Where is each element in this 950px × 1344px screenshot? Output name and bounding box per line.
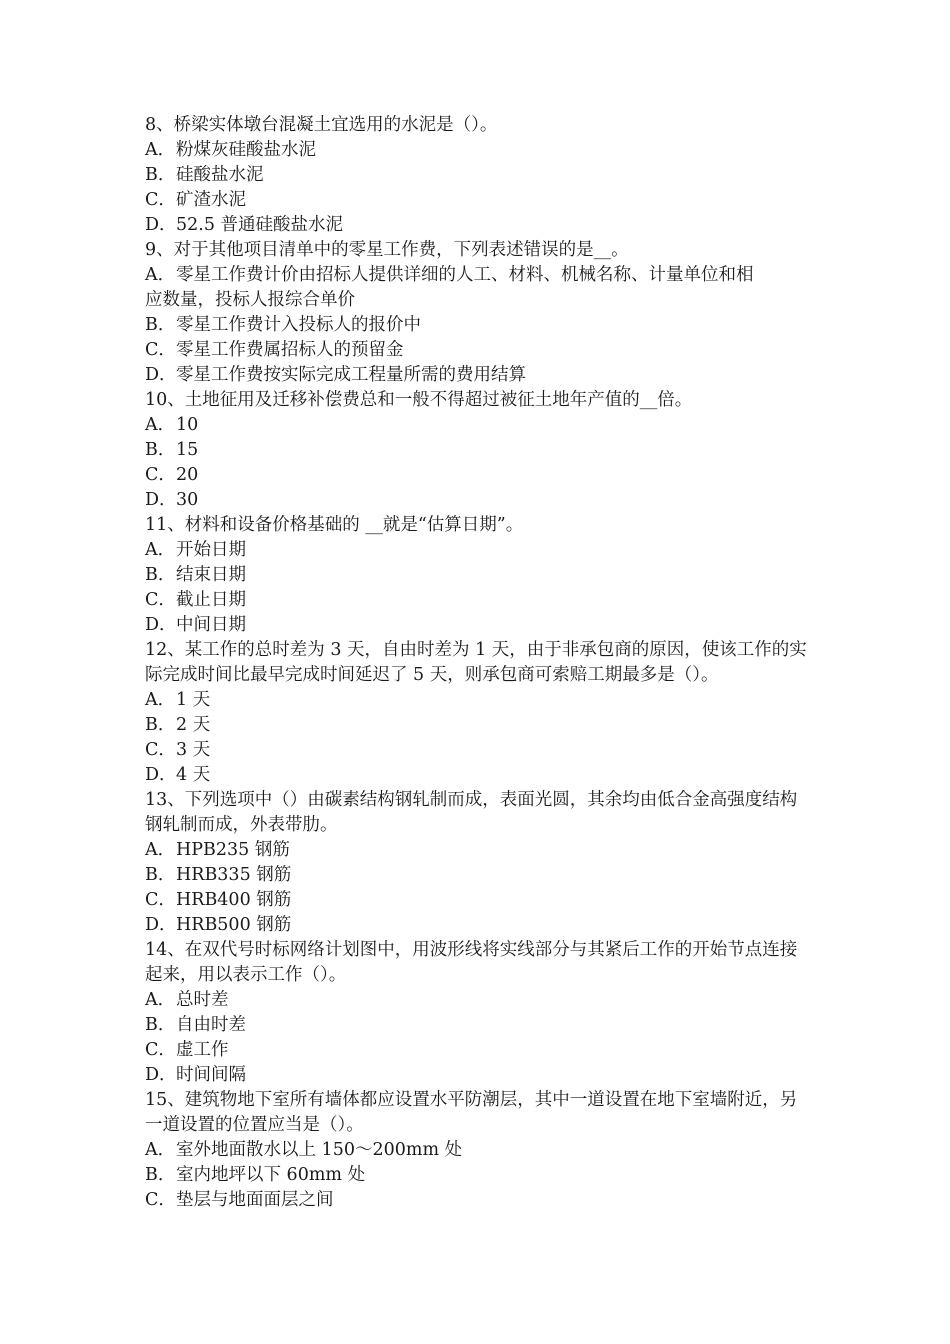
option-text: 零星工作费按实际完成工程量所需的费用结算: [176, 365, 526, 385]
option-text: 虚工作: [176, 1040, 229, 1060]
option-text: 52.5 普通硅酸盐水泥: [176, 215, 344, 235]
option-letter: C．: [145, 890, 176, 910]
option-b: [145, 563, 810, 588]
option-letter: D．: [145, 365, 177, 385]
option-text: 20: [176, 465, 199, 485]
question-13: [145, 788, 810, 938]
option-b: [145, 863, 810, 888]
option-text: 2 天: [176, 715, 211, 735]
option-a: [145, 538, 810, 563]
question-stem: 12、某工作的总时差为 3 天，自由时差为 1 天，由于非承包商的原因，使该工作的实际完成时间比最早完成时间延迟了 5 天，则承包商可索赔工期最多是（）。: [145, 640, 807, 685]
option-letter: B．: [145, 1165, 176, 1185]
option-a: [145, 838, 810, 863]
option-d: [145, 1063, 810, 1088]
option-b: [145, 1013, 810, 1038]
option-text: 总时差: [176, 990, 229, 1010]
option-text: HPB235 钢筋: [176, 840, 290, 860]
question-stem: 10、土地征用及迁移补偿费总和一般不得超过被征土地年产值的__倍。: [145, 390, 693, 410]
option-b: [145, 438, 810, 463]
option-text: 30: [176, 490, 199, 510]
option-letter: D．: [145, 615, 177, 635]
option-c: [145, 1038, 810, 1063]
option-text: HRB500 钢筋: [176, 915, 292, 935]
option-d: [145, 613, 810, 638]
option-text: 截止日期: [176, 590, 246, 610]
option-letter: A．: [145, 1140, 176, 1160]
option-text: 零星工作费计入投标人的报价中: [176, 315, 421, 335]
question-9: [145, 238, 810, 388]
option-letter: D．: [145, 490, 177, 510]
option-text: 粉煤灰硅酸盐水泥: [176, 140, 316, 160]
option-d: [145, 488, 810, 513]
option-text: 结束日期: [176, 565, 246, 585]
question-8: [145, 113, 810, 238]
option-text: 时间间隔: [176, 1065, 246, 1085]
option-letter: C．: [145, 340, 176, 360]
option-c: [145, 888, 810, 913]
option-letter: C．: [145, 1040, 176, 1060]
option-a-continuation: 应数量，投标人报综合单价: [145, 290, 355, 310]
question-stem: 14、在双代号时标网络计划图中，用波形线将实线部分与其紧后工作的开始节点连接起来，用以表示工作（）。: [145, 940, 798, 985]
option-letter: A．: [145, 265, 176, 285]
option-c: [145, 188, 810, 213]
option-letter: B．: [145, 315, 176, 335]
option-text: 10: [176, 415, 199, 435]
option-a: [145, 988, 810, 1013]
option-text: 矿渣水泥: [176, 190, 246, 210]
option-text: 室内地坪以下 60mm 处: [176, 1165, 366, 1185]
option-text: 垫层与地面面层之间: [176, 1190, 334, 1210]
option-text: 开始日期: [176, 540, 246, 560]
option-b: [145, 713, 810, 738]
option-text: 1 天: [176, 690, 211, 710]
option-a: [145, 1138, 810, 1163]
option-text: 自由时差: [176, 1015, 246, 1035]
option-letter: B．: [145, 165, 176, 185]
option-text: 零星工作费属招标人的预留金: [176, 340, 404, 360]
option-text: 零星工作费计价由招标人提供详细的人工、材料、机械名称、计量单位和相: [176, 265, 754, 285]
option-a: [145, 413, 810, 438]
option-text: 3 天: [176, 740, 211, 760]
question-stem: 13、下列选项中（）由碳素结构钢轧制而成，表面光圆，其余均由低合金高强度结构钢轧制而成，外表带肋。: [145, 790, 798, 835]
question-stem: 9、对于其他项目清单中的零星工作费，下列表述错误的是__。: [145, 240, 629, 260]
option-text: 15: [176, 440, 199, 460]
question-stem: 11、材料和设备价格基础的 __就是“估算日期”。: [145, 515, 524, 535]
option-letter: A．: [145, 415, 176, 435]
option-letter: C．: [145, 465, 176, 485]
option-a: [145, 688, 810, 713]
option-letter: B．: [145, 865, 176, 885]
option-c: [145, 588, 810, 613]
option-letter: C．: [145, 190, 176, 210]
option-letter: D．: [145, 1065, 177, 1085]
option-c: [145, 463, 810, 488]
question-12: [145, 638, 810, 788]
option-c: [145, 338, 810, 363]
option-letter: A．: [145, 840, 176, 860]
option-c: [145, 738, 810, 763]
option-letter: A．: [145, 990, 176, 1010]
question-list: [145, 113, 810, 1213]
option-d: [145, 363, 810, 388]
option-letter: A．: [145, 140, 176, 160]
option-text: 室外地面散水以上 150～200mm 处: [176, 1140, 463, 1160]
option-text: 中间日期: [176, 615, 246, 635]
question-10: [145, 388, 810, 513]
option-b: [145, 1163, 810, 1188]
option-c: [145, 1188, 810, 1213]
option-letter: B．: [145, 1015, 176, 1035]
option-letter: C．: [145, 590, 176, 610]
option-letter: D．: [145, 215, 177, 235]
option-b: [145, 163, 810, 188]
option-d: [145, 213, 810, 238]
question-15: [145, 1088, 810, 1213]
option-text: 4 天: [176, 765, 211, 785]
option-a: [145, 263, 810, 288]
option-letter: D．: [145, 765, 177, 785]
question-11: [145, 513, 810, 638]
question-14: [145, 938, 810, 1088]
option-letter: C．: [145, 1190, 176, 1210]
option-letter: A．: [145, 690, 176, 710]
option-letter: A．: [145, 540, 176, 560]
option-letter: B．: [145, 715, 176, 735]
option-text: HRB400 钢筋: [176, 890, 292, 910]
option-letter: B．: [145, 440, 176, 460]
question-stem: 15、建筑物地下室所有墙体都应设置水平防潮层，其中一道设置在地下室墙附近，另一道设置的位置应当是（）。: [145, 1090, 798, 1135]
option-letter: D．: [145, 915, 177, 935]
option-a: [145, 138, 810, 163]
option-d: [145, 763, 810, 788]
question-stem: 8、桥梁实体墩台混凝土宜选用的水泥是（）。: [145, 115, 498, 135]
option-letter: C．: [145, 740, 176, 760]
option-b: [145, 313, 810, 338]
option-text: 硅酸盐水泥: [176, 165, 264, 185]
option-letter: B．: [145, 565, 176, 585]
option-text: HRB335 钢筋: [176, 865, 292, 885]
option-d: [145, 913, 810, 938]
